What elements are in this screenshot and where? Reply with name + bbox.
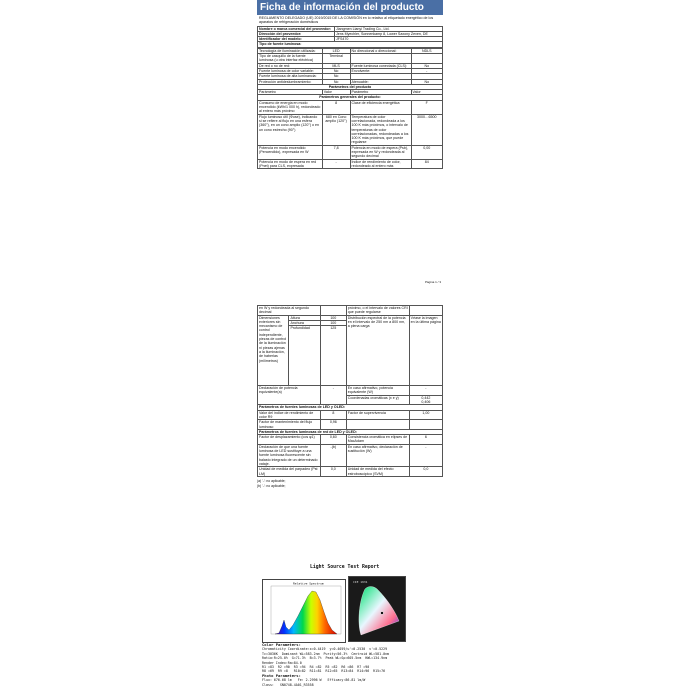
- dimensions-label: Dimensiones exteriores sin mecanismo de control independiente, piezas de control de la iluminación ni piezas ajenas a la iluminación, de haberlas (milímetros): [258, 315, 289, 386]
- cell-label: Protección antideslumbramiento:: [258, 79, 323, 84]
- cell-value: 8: [320, 410, 346, 420]
- supplier-name-label: Nombre o marca comercial del proveedor:: [258, 26, 335, 31]
- cell-value: F: [411, 100, 442, 114]
- color-param-line: R8 =69 R9 =8 R10=82 R11=81 R12=65 R13=84 R14=96 R15=76: [262, 669, 386, 674]
- cell-value: No: [322, 68, 350, 73]
- cell-value: Terminal: [322, 54, 350, 64]
- cell-label: Tipo de casquillo de la fuente luminosa (u otra interfaz eléctrica): [258, 54, 323, 64]
- param-header: Parámetro: [350, 90, 411, 95]
- product-params-heading: Parámetros del producto: [258, 84, 443, 89]
- table-row: [258, 306, 443, 316]
- cell-label: Fuente luminosa conectada (CLS):: [350, 63, 411, 68]
- datasheet-page-2: [257, 305, 443, 547]
- photo-param-line: Class: SN0748-4A01_R3558: [262, 682, 314, 687]
- cell-value: 8: [322, 100, 350, 114]
- report-parameters: [262, 643, 389, 687]
- cie-point: [381, 612, 384, 615]
- dim-width-value: 100: [320, 320, 346, 325]
- dim-depth-label: Profundidad: [289, 326, 320, 386]
- spectral-distribution-label: Distribución espectral de la potencia en el intervalo de 250 nm a 800 nm, a plena carga: [346, 315, 409, 386]
- mains-params-heading: Parámetros de fuentes luminosas de red de LED y OLED:: [258, 429, 443, 434]
- cell-label: en W y redondeada al segundo decimal: [258, 306, 321, 316]
- dim-depth-value: 125: [320, 326, 346, 386]
- cell-label: [346, 420, 409, 430]
- cell-value: 0,0: [409, 467, 442, 477]
- cell-value: -: [320, 386, 346, 405]
- report-title: Light Source Test Report: [310, 565, 380, 570]
- cell-label: Potencia en modo de espera (Psb), expresada en W y redondeada al segundo decimal: [350, 145, 411, 159]
- cell-label: En caso afirmativo, potencia equivalente (W): [346, 386, 409, 396]
- cell-value: -(b): [320, 444, 346, 466]
- cell-label: Fuente luminosa de color variable:: [258, 68, 323, 73]
- cell-value: NDLS: [411, 48, 442, 53]
- color-param-line: Chromaticity Coordinate:x=0.4419 y=0.4059/u'=0.2530 v'=0.5229: [262, 647, 388, 652]
- cell-value: [409, 306, 442, 316]
- cie-gamut: [359, 587, 399, 635]
- cell-label: Clase de eficiencia energética: [350, 100, 411, 114]
- cell-value: 7,8: [322, 145, 350, 159]
- cell-value: -: [322, 159, 350, 169]
- cell-value: [409, 420, 442, 430]
- cell-value: 0,60: [320, 435, 346, 445]
- value-header: Valor: [322, 90, 350, 95]
- page-title: Ficha de información del producto: [257, 0, 443, 15]
- dim-height-value: 100: [320, 315, 346, 320]
- chromaticity-y: 0,406: [421, 400, 431, 405]
- model-value: JFS470: [335, 37, 443, 42]
- cell-label: Atenuable:: [350, 79, 411, 84]
- cell-label: Valor del índice de rendimiento de color R9: [258, 410, 321, 420]
- table-row: [258, 114, 443, 145]
- general-params-heading: Parámetros generales del producto:: [258, 95, 443, 100]
- footnotes: [257, 479, 443, 489]
- cell-label: próximo, o el intervalo de valores CRI que puede regularse: [347, 306, 408, 315]
- cell-value: -: [409, 386, 442, 396]
- cell-value: [320, 306, 346, 316]
- cell-label: Potencia en modo encendido (Pencendido), expresada en W: [258, 145, 323, 159]
- cell-label: Envolvente:: [350, 68, 411, 73]
- spectrum-label: Relative Spectrum: [293, 581, 324, 586]
- cell-value: No: [322, 74, 350, 79]
- cell-value: 0,96: [320, 420, 346, 430]
- color-param-line: R1 =83 R2 =90 R3 =94 R4 =82 R5 =82 R6 =86 R7 =90: [262, 665, 370, 670]
- cell-value: 0,00: [411, 145, 442, 159]
- cell-label: Consumo de energía en modo encendido (kWh/1 000 h), redondeado al entero más próximo: [259, 100, 321, 114]
- regulation-text: REGLAMENTO DELEGADO (UE) 2019/2015 DE LA COMISIÓN en lo relativo al etiquetado energético de los aparatos de refrigeración domésticos: [259, 16, 434, 25]
- cell-label: Índice de rendimiento de color, redondeado al entero más: [350, 159, 411, 169]
- table-row: [258, 435, 443, 445]
- dim-height-label: Altura: [289, 315, 320, 320]
- cell-label: En caso afirmativo, declaración de sustitución (W): [346, 444, 409, 466]
- chromaticity-values: [409, 395, 442, 405]
- footnote-b: (b) '-': no aplicable;: [257, 483, 286, 488]
- spectrum-chart: [262, 579, 346, 643]
- cell-value: 680 en Cono amplio (120°): [322, 114, 350, 145]
- cell-label: Factor de desplazamiento (cos φ1): [258, 435, 321, 445]
- supplier-table: [257, 26, 443, 48]
- supplier-name: Jiangmen Lianyi Trading Co., Ltd.: [335, 26, 443, 31]
- table-row: [258, 386, 443, 396]
- cell-value: No: [322, 79, 350, 84]
- cell-label: Flujo luminoso útil (Φuse), indicando si se refiere al flujo en una esfera (360°), en un cono amplio (120°) o en un cono estrecho (90°): [258, 114, 323, 145]
- cell-label: [350, 54, 411, 64]
- table-row: [258, 54, 443, 64]
- params-table-continued: [257, 305, 443, 477]
- model-label: Identificador del modelo:: [258, 37, 335, 42]
- table-row: [258, 444, 443, 466]
- chromaticity-label: Coordenadas cromáticas (x e y): [346, 395, 409, 405]
- cell-value: 0,0: [320, 467, 346, 477]
- dim-width-label: Anchura: [289, 320, 320, 325]
- cie-diagram: [348, 576, 406, 642]
- footnote-a: (a) '-': no aplicable;: [257, 478, 286, 483]
- cell-label: Fuente luminosa de alta luminancia:: [258, 74, 323, 79]
- photo-params-title: Photo Parameters:: [262, 672, 301, 678]
- cell-label: Tecnología de iluminación utilizada:: [258, 48, 323, 53]
- cell-value: 1,00: [409, 410, 442, 420]
- table-row: [258, 100, 443, 114]
- cell-label: Temperatura de color correlacionada, redondeada a los 100 K más próximos, o intervalo de temperaturas de color correlacionadas, redondeadas a los 100 K más próximos, que puede regularse: [350, 114, 411, 145]
- cell-value: 84: [411, 159, 442, 169]
- cell-value: [411, 54, 442, 64]
- cell-value: No: [411, 63, 442, 68]
- cell-label: Factor de mantenimiento del flujo luminoso: [258, 420, 321, 430]
- color-param-line: Ratio:R=25.0% G=71.3% B=3.7% Peak WL=Sp=605.5nm HWL=134.9nm: [262, 656, 388, 661]
- cell-value: MLS: [322, 63, 350, 68]
- table-row: [258, 420, 443, 430]
- supplier-address: Jens Myechler, Sonnenkamp 8, Lower Saxony Zeven, DE: [335, 31, 443, 36]
- cell-label: Declaración de potencia equivalente(a): [258, 386, 321, 405]
- color-param-line: Tc=3036K Dominant WL=583.2nm Purity=56.3% Centroid WL=581.0nm: [262, 651, 390, 656]
- led-params-heading: Parámetros de fuentes luminosas de LED y OLED:: [258, 405, 443, 410]
- table-row: [258, 159, 443, 169]
- cell-value: LED: [322, 48, 350, 53]
- value-header: Valor: [411, 90, 442, 95]
- cell-value: -: [411, 68, 442, 73]
- table-row: [258, 315, 443, 320]
- chromaticity-x: 0,442: [421, 395, 431, 400]
- cell-label: Potencia en modo de espera en red (Pnet) para CLS, expresada: [258, 159, 323, 169]
- cell-value: 6: [409, 435, 442, 445]
- spectral-distribution-value: Véase la imagen en la última página: [409, 315, 442, 386]
- table-row: [258, 410, 443, 420]
- cell-label: Unidad de medida del efecto estroboscópico (SVM): [346, 467, 409, 477]
- cell-label: De red o no de red:: [258, 63, 323, 68]
- table-row: [258, 467, 443, 477]
- color-param-line: Render Index:Ra=84.0: [262, 660, 302, 665]
- cell-label: Unidad de medida del parpadeo (Pst LM): [258, 467, 321, 477]
- photo-param-line: Flux: 676.68 lm Fe: 2.2996 W Efficacy:86.81 lm/W: [262, 678, 366, 683]
- cie-label: CIE 1931: [353, 580, 368, 584]
- cell-label: Consistencia cromática en elipses de MacAdam: [346, 435, 409, 445]
- test-report: [258, 563, 448, 700]
- light-type-table: [257, 48, 443, 169]
- param-header: Parámetro: [258, 90, 323, 95]
- cell-label: Declaración de que una fuente luminosa de LED sustituye a una fuente luminosa fluorescente sin balasto integrado de un determinado vataje.: [258, 444, 321, 466]
- page-number: Página 1 / 3: [424, 280, 441, 284]
- datasheet-page-1: [257, 0, 443, 287]
- table-row: [258, 145, 443, 159]
- supplier-address-label: Dirección del proveedor:: [258, 31, 335, 36]
- light-type-label: Tipo de fuente luminosa:: [258, 42, 443, 47]
- cell-value: No: [411, 79, 442, 84]
- cell-value: 3000…6500: [411, 114, 442, 145]
- color-params-title: Color Parameters:: [262, 642, 301, 647]
- cell-label: Factor de supervivencia: [346, 410, 409, 420]
- cell-label: No direccional o direccional:: [350, 48, 411, 53]
- cell-value: -: [409, 444, 442, 466]
